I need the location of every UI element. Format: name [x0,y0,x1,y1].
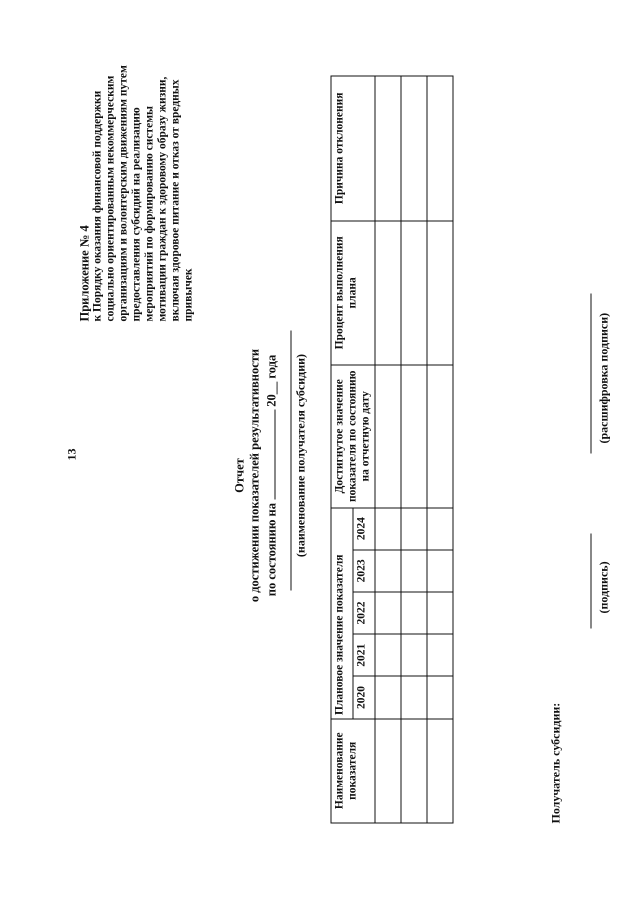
appendix-line: к Порядку оказания финансовой поддержки [91,90,103,321]
appendix-line: социально ориентированным некоммерческим [104,75,116,321]
appendix-line: организациям и волонтерским движениям путем [117,64,129,321]
header-indicator: Наименование показателя [331,718,375,822]
table-row [427,76,453,823]
recipient-caption: (наименование получателя субсидии) [293,353,307,557]
year-2020: 2020 [353,676,375,718]
signature-line [590,533,591,628]
header-percent: Процент выполнения плана [331,220,375,365]
appendix-line: привычек [182,267,194,321]
table-header-row [331,76,353,823]
header-achieved: Достигнутое значение показателя по состоянию на отчетную дату [331,365,375,507]
year-2022: 2022 [353,591,375,633]
report-table [330,75,453,823]
as-of-year: 20__ года [264,354,278,407]
report-title: Отчет [232,457,246,493]
report-subtitle: о достижении показателей результативности [247,348,261,602]
signature-caption: (подпись) [596,560,610,613]
report-heading [232,265,279,685]
date-blank-line [262,409,275,499]
page-number: 13 [64,448,78,460]
decoding-caption: (расшифровка подписи) [596,312,610,443]
report-as-of [262,265,279,685]
appendix-line: мероприятий по формированию системы [143,105,155,321]
year-2024: 2024 [353,507,375,549]
appendix-line: предоставления субсидий на реализацию [130,106,142,321]
signature-label: Получатель субсидии: [548,702,562,823]
as-of-prefix: по состоянию на [264,502,278,596]
appendix-line: включая здоровое питание и отказ от вредных [169,79,181,321]
appendix-line: мотивации граждан к здоровому образу жизни, [156,76,168,321]
decoding-line [590,293,591,453]
appendix-title: Приложение № 4 [77,224,91,321]
appendix-block [78,21,195,321]
recipient-name-line [290,330,291,590]
header-planned: Плановое значение показателя [331,507,353,718]
year-2023: 2023 [353,549,375,591]
table-row [375,76,401,823]
year-2021: 2021 [353,634,375,676]
table-row [401,76,427,823]
header-reason: Причина отклонения [331,76,375,221]
